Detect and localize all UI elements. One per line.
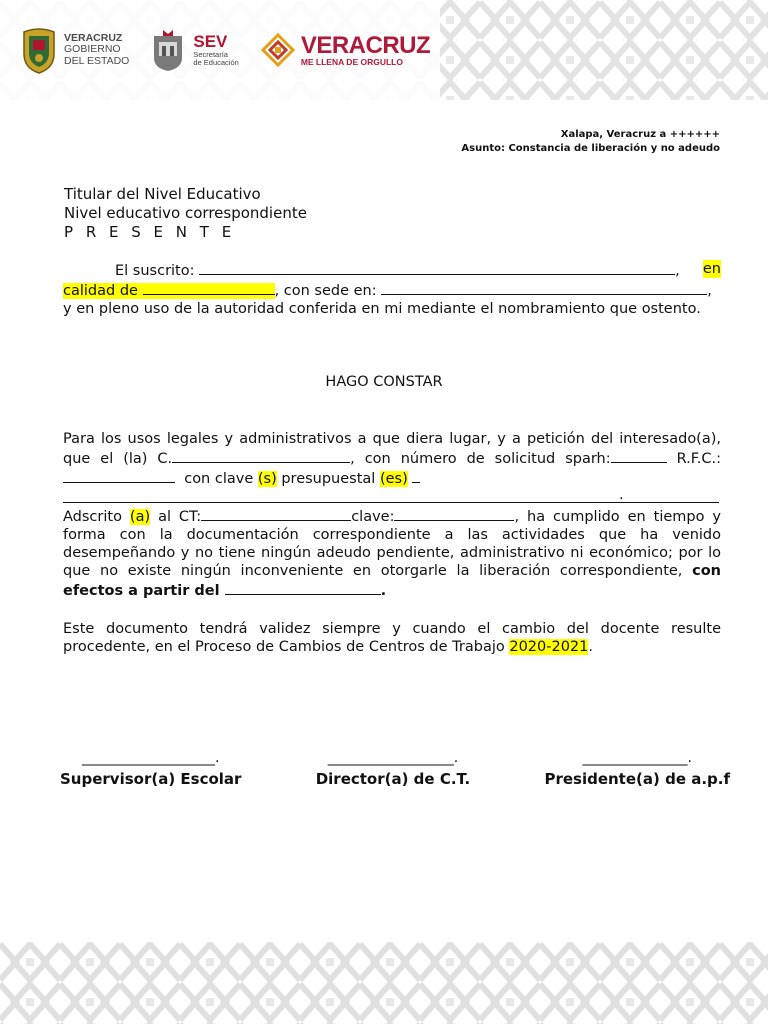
presupuestal-label: presupuestal [281, 471, 376, 487]
gobierno-line3: DEL ESTADO [64, 54, 130, 67]
bottom-pattern-band [0, 942, 768, 1024]
brand-tagline-pre: ME LLENA DE [300, 57, 361, 68]
sev-subtitle-1: Secretaría [193, 50, 228, 60]
clave-blank-short [412, 468, 420, 483]
s-highlight: (s) [257, 471, 277, 487]
signature-row [60, 750, 730, 788]
signature-line: ___________________. [81, 750, 220, 766]
calidad-label: calidad de [63, 283, 138, 299]
nombre-blank [172, 448, 350, 463]
ct-label: al CT: [158, 509, 202, 525]
clave-ct-blank [394, 506, 514, 521]
clave-ct-label: clave: [351, 509, 395, 525]
comma-end: , [707, 283, 712, 299]
addressee-line2: Nivel educativo correspondiente [64, 204, 307, 222]
addressee-line1: Titular del Nivel Educativo [64, 185, 261, 203]
calidad-highlight [63, 283, 275, 299]
year-highlight: 2020-2021 [509, 639, 589, 655]
document-header [461, 128, 720, 156]
signature-line: _______________. [582, 750, 692, 766]
brand-knot-icon [261, 33, 295, 67]
brand-tagline-bold: ORGULLO [360, 57, 403, 68]
signature-label: Supervisor(a) Escolar [60, 770, 242, 788]
place-date: Xalapa, Veracruz a ++++++ [560, 129, 720, 140]
es-highlight: (es) [379, 471, 408, 487]
gobierno-line2: GOBIERNO [64, 43, 121, 56]
suscrito-blank [199, 260, 675, 275]
sev-logo [151, 28, 238, 72]
paragraph-suscrito [63, 260, 721, 318]
addressee-block [64, 185, 307, 242]
signature-label: Director(a) de C.T. [315, 770, 471, 788]
gobierno-veracruz-logo [20, 26, 129, 74]
sede-label: , con sede en: [274, 283, 377, 299]
sev-subtitle-2: de Educación [193, 57, 239, 67]
header-logos [20, 22, 452, 78]
clave-label: con clave [184, 471, 254, 487]
signature-presidente [544, 750, 730, 788]
brand-title: VERACRUZ [300, 31, 431, 59]
hago-constar-title: HAGO CONSTAR [325, 374, 443, 390]
rfc-blank [63, 468, 175, 483]
sev-emblem-icon [151, 28, 185, 72]
state-coat-of-arms-icon [20, 26, 58, 74]
autoridad-text: y en pleno uso de la autoridad conferida en mi mediante el nombramiento que ostento. [63, 301, 701, 317]
ct-blank [201, 506, 351, 521]
paragraph-validez [63, 620, 721, 656]
calidad-blank [143, 280, 275, 295]
sev-title: SEV [193, 32, 228, 52]
signature-label: Presidente(a) de a.p.f [544, 770, 730, 788]
adscrito-label: Adscrito [63, 509, 122, 525]
constancia-text-b: , con número de solicitud sparh: [350, 451, 611, 467]
dot: . [619, 487, 624, 503]
validez-end: . [588, 639, 593, 655]
sede-blank [381, 280, 707, 295]
sparh-blank [611, 448, 667, 463]
brand-tagline [301, 58, 430, 67]
subject-line: Asunto: Constancia de liberación y no adeudo [461, 143, 720, 154]
rfc-label: R.F.C.: [676, 451, 722, 467]
gobierno-line1: VERACRUZ [64, 32, 123, 45]
en-highlight: en [702, 261, 721, 277]
comma: , [675, 263, 680, 279]
signature-supervisor [60, 750, 241, 788]
constancia-text-a: Para los usos legales y administrativos a que diera lugar, y a petición del interesado(a), que el (la) C. [63, 431, 721, 467]
efectos-dot: . [380, 583, 387, 599]
paragraph-constancia [63, 430, 721, 600]
efectos-blank [225, 580, 381, 595]
veracruz-brand-logo [261, 33, 430, 67]
efectos-label: con efectos a partir del [63, 563, 721, 599]
suscrito-label: El suscrito: [115, 263, 195, 279]
validez-text: Este documento tendrá validez siempre y cuando el cambio del docente resulte procedente, en el Proceso de Cambios de Centros de Trabajo [63, 621, 721, 655]
constancia-text-i: , ha cumplido en tiempo y forma con la documentación correspondiente a las actividades que ha venido desempeñando y no tiene ningún adeudo pendiente, administrativo ni económico; por lo que no existe ningún inconveniente en otorgarle la liberación correspondiente, [63, 509, 722, 579]
signature-director [316, 750, 470, 788]
signature-line: __________________. [327, 750, 459, 766]
a-highlight: (a) [129, 509, 151, 525]
presente: P R E S E N T E [64, 223, 236, 241]
